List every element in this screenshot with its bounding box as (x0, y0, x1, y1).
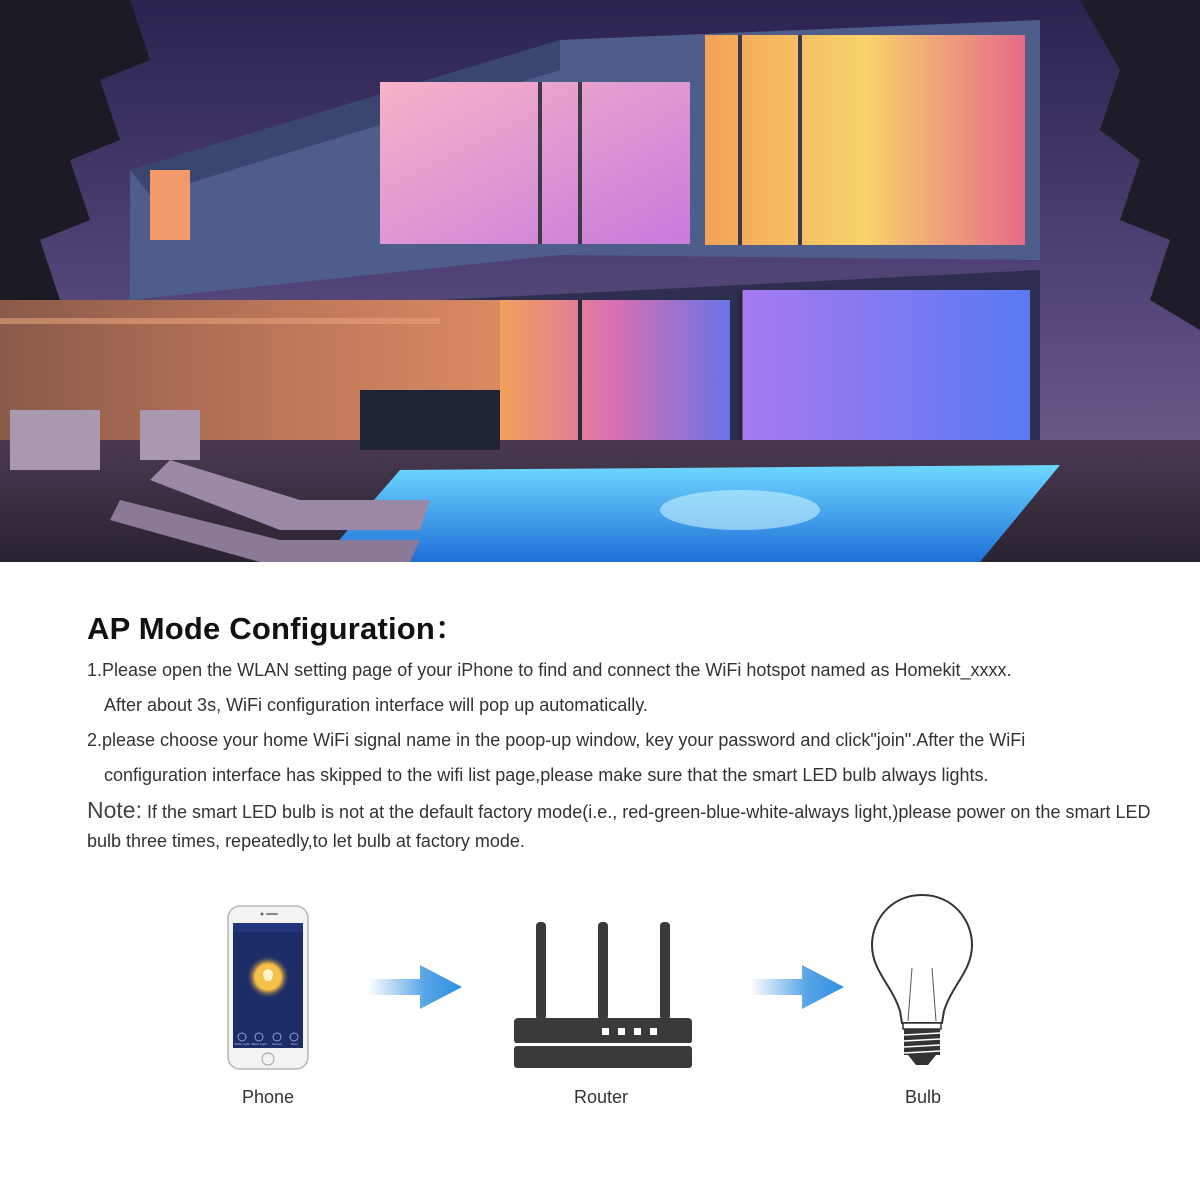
villa-night-illustration (0, 0, 1200, 562)
note (87, 796, 1167, 856)
phone-app-timer-button: Timer (290, 1042, 298, 1046)
phone-icon (227, 905, 309, 1070)
step-1-line-2: After about 3s, WiFi configuration interface will pop up automatically. (104, 695, 648, 715)
arrow-right-icon (368, 965, 463, 1014)
phone-app-scenes-button: Scenes (271, 1042, 283, 1046)
arrow-right-icon (750, 965, 845, 1014)
step-1-line-1: 1.Please open the WLAN setting page of your iPhone to find and connect the WiFi hotspot named as Homekit_xxxx. (87, 660, 1012, 680)
step-2-line-2: configuration interface has skipped to the wifi list page,please make sure that the smart LED bulb always lights. (104, 765, 989, 785)
step-2-line-1: 2.please choose your home WiFi signal name in the poop-up window, key your password and click"join".After the WiFi (87, 730, 1026, 750)
note-label: Note: (87, 797, 142, 823)
phone-app-white-light-button: White Light (234, 1042, 250, 1046)
step-2 (87, 723, 1177, 793)
step-1 (87, 653, 1177, 723)
router-label: Router (573, 1087, 629, 1107)
bulb-icon (870, 893, 974, 1071)
note-text: If the smart LED bulb is not at the default factory mode(i.e., red-green-blue-white-always light,)please power on the smart LED bulb three times, repeatedly,to let bulb at factory mode. (87, 802, 1151, 851)
hero-image (0, 0, 1200, 562)
bulb-label: Bulb (904, 1087, 942, 1107)
phone-label: Phone (241, 1087, 295, 1107)
phone-app-warm-light-button: Warm Light (251, 1042, 267, 1046)
page-title: AP Mode Configuration： (87, 611, 467, 646)
router-icon (512, 920, 694, 1070)
